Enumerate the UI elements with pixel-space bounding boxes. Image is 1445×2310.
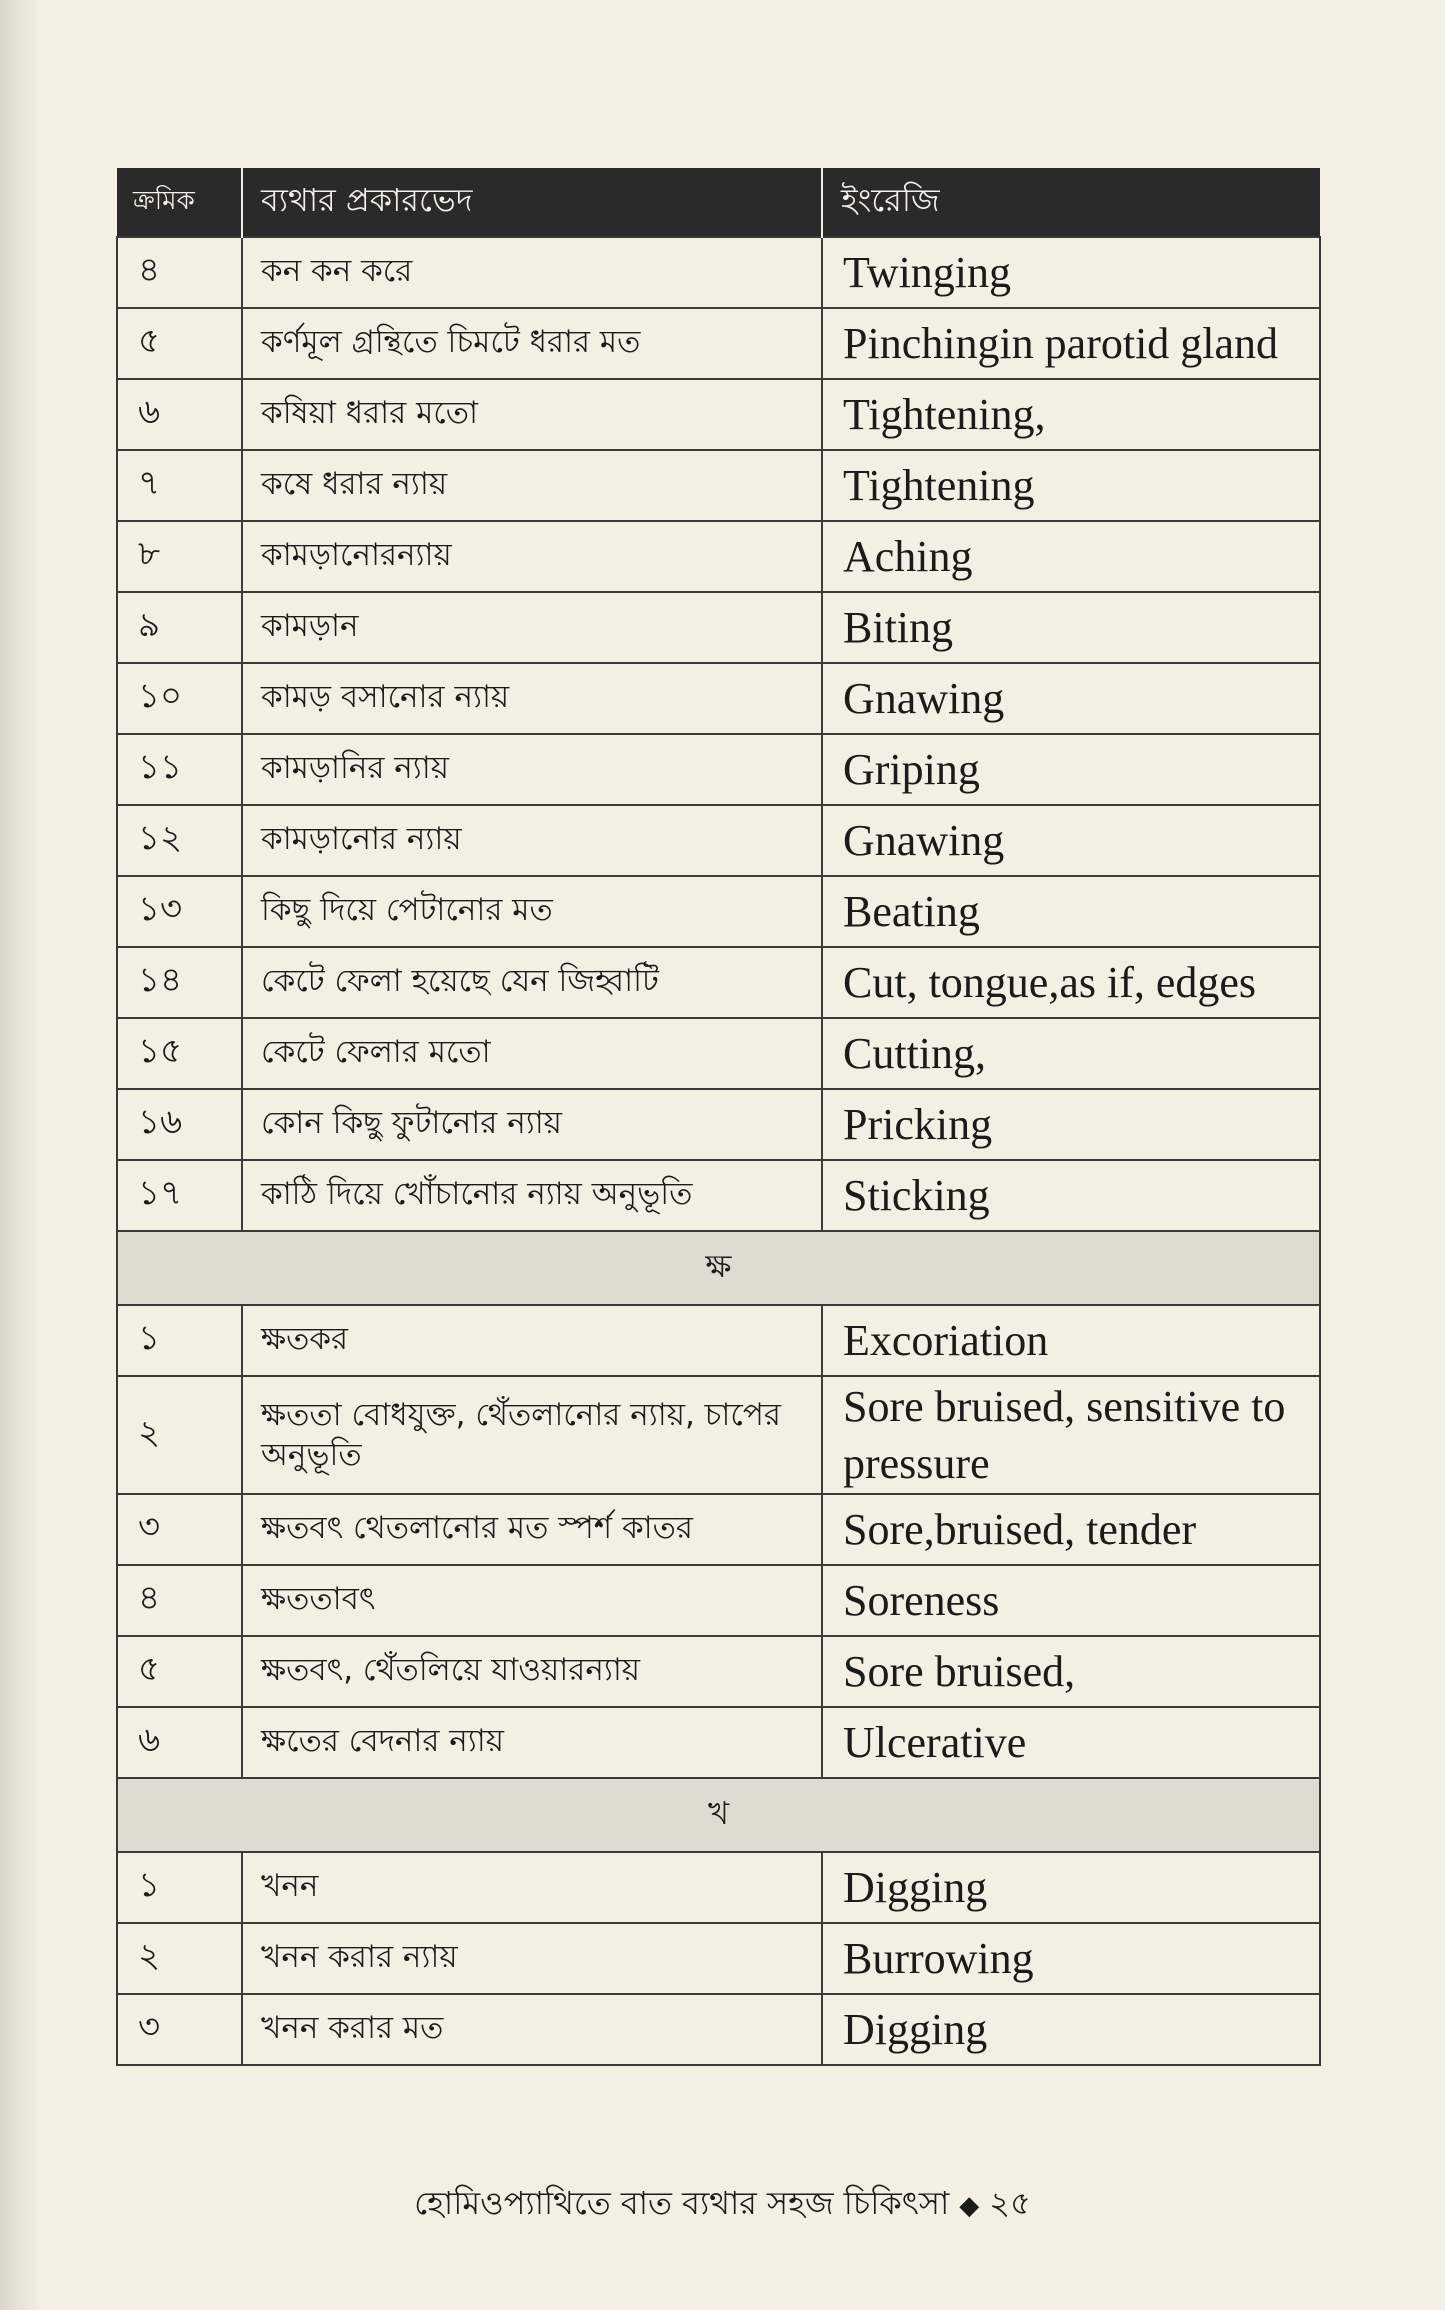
row-bengali-term: খনন করার মত (242, 1994, 822, 2065)
row-bengali-term: কামড়ান (242, 592, 822, 663)
table-row (117, 1376, 1320, 1494)
row-english-term: Gnawing (822, 663, 1320, 734)
row-bengali-term: ক্ষততাবৎ (242, 1565, 822, 1636)
row-bengali-term: ক্ষতবৎ, থেঁতলিয়ে যাওয়ারন্যায় (242, 1636, 822, 1707)
table-row (117, 379, 1320, 450)
row-bengali-term: খনন করার ন্যায় (242, 1923, 822, 1994)
header-pain-type: ব্যথার প্রকারভেদ (242, 168, 822, 237)
page-footer (0, 2178, 1445, 2232)
row-serial: ১০ (117, 663, 242, 734)
pain-types-table (116, 168, 1321, 2066)
diamond-icon: ◆ (959, 2191, 980, 2221)
row-bengali-term: ক্ষতকর (242, 1305, 822, 1376)
row-english-term: Twinging (822, 237, 1320, 308)
row-serial: ১ (117, 1852, 242, 1923)
row-english-term: Sore bruised, (822, 1636, 1320, 1707)
table-row (117, 1565, 1320, 1636)
table-body (117, 237, 1320, 2065)
row-bengali-term: কাঠি দিয়ে খোঁচানোর ন্যায় অনুভূতি (242, 1160, 822, 1231)
row-english-term: Sticking (822, 1160, 1320, 1231)
row-english-term: Pricking (822, 1089, 1320, 1160)
row-bengali-term: কষিয়া ধরার মতো (242, 379, 822, 450)
table-row (117, 450, 1320, 521)
row-english-term: Aching (822, 521, 1320, 592)
row-serial: ১৪ (117, 947, 242, 1018)
header-serial: ক্রমিক (117, 168, 242, 237)
table-row (117, 308, 1320, 379)
row-serial: ১৬ (117, 1089, 242, 1160)
row-bengali-term: কামড়ানির ন্যায় (242, 734, 822, 805)
row-serial: ৮ (117, 521, 242, 592)
row-english-term: Burrowing (822, 1923, 1320, 1994)
row-serial: ১১ (117, 734, 242, 805)
row-serial: ৫ (117, 308, 242, 379)
row-bengali-term: ক্ষততা বোধযুক্ত, থেঁতলানোর ন্যায়, চাপের অনুভূতি (242, 1376, 822, 1494)
table-row (117, 1636, 1320, 1707)
row-english-term: Ulcerative (822, 1707, 1320, 1778)
row-english-term: Beating (822, 876, 1320, 947)
table-row (117, 1994, 1320, 2065)
row-english-term: Sore bruised, sensitive to pressure (822, 1376, 1320, 1494)
row-english-term: Gnawing (822, 805, 1320, 876)
pain-types-table-container (116, 168, 1319, 2066)
row-bengali-term: ক্ষতবৎ থেতলানোর মত স্পর্শ কাতর (242, 1494, 822, 1565)
row-serial: ৩ (117, 1494, 242, 1565)
row-english-term: Pinchingin parotid gland (822, 308, 1320, 379)
row-english-term: Sore,bruised, tender (822, 1494, 1320, 1565)
table-row (117, 1923, 1320, 1994)
table-row (117, 1160, 1320, 1231)
table-row (117, 1018, 1320, 1089)
row-serial: ১৭ (117, 1160, 242, 1231)
section-header-kha (117, 1778, 1320, 1852)
row-bengali-term: কামড় বসানোর ন্যায় (242, 663, 822, 734)
row-serial: ৪ (117, 1565, 242, 1636)
row-english-term: Tightening, (822, 379, 1320, 450)
row-english-term: Digging (822, 1994, 1320, 2065)
table-row (117, 1494, 1320, 1565)
row-bengali-term: কিছু দিয়ে পেটানোর মত (242, 876, 822, 947)
page-number: ২৫ (989, 2184, 1031, 2222)
row-serial: ২ (117, 1923, 242, 1994)
row-serial: ৭ (117, 450, 242, 521)
row-english-term: Biting (822, 592, 1320, 663)
row-serial: ১৫ (117, 1018, 242, 1089)
table-row (117, 1852, 1320, 1923)
row-english-term: Excoriation (822, 1305, 1320, 1376)
section-label: খ (117, 1778, 1320, 1852)
row-bengali-term: ক্ষতের বেদনার ন্যায় (242, 1707, 822, 1778)
table-row (117, 592, 1320, 663)
table-row (117, 876, 1320, 947)
row-serial: ১ (117, 1305, 242, 1376)
table-row (117, 663, 1320, 734)
table-row (117, 947, 1320, 1018)
row-serial: ৬ (117, 1707, 242, 1778)
row-bengali-term: খনন (242, 1852, 822, 1923)
row-bengali-term: কর্ণমূল গ্রন্থিতে চিমটে ধরার মত (242, 308, 822, 379)
table-row (117, 1707, 1320, 1778)
row-english-term: Tightening (822, 450, 1320, 521)
row-serial: ২ (117, 1376, 242, 1494)
header-english: ইংরেজি (822, 168, 1320, 237)
table-header-row (117, 168, 1320, 237)
row-bengali-term: কেটে ফেলার মতো (242, 1018, 822, 1089)
page-edge-shadow (0, 0, 40, 2310)
row-bengali-term: কেটে ফেলা হয়েছে যেন জিহ্বাটি (242, 947, 822, 1018)
row-serial: ৬ (117, 379, 242, 450)
row-english-term: Cutting, (822, 1018, 1320, 1089)
row-bengali-term: কষে ধরার ন্যায় (242, 450, 822, 521)
row-serial: ৯ (117, 592, 242, 663)
table-row (117, 805, 1320, 876)
row-serial: ৫ (117, 1636, 242, 1707)
table-row (117, 1089, 1320, 1160)
row-bengali-term: কন কন করে (242, 237, 822, 308)
row-english-term: Soreness (822, 1565, 1320, 1636)
section-header-ksha (117, 1231, 1320, 1305)
table-row (117, 734, 1320, 805)
row-bengali-term: কোন কিছু ফুটানোর ন্যায় (242, 1089, 822, 1160)
table-row (117, 1305, 1320, 1376)
row-english-term: Griping (822, 734, 1320, 805)
section-label: ক্ষ (117, 1231, 1320, 1305)
row-serial: ৩ (117, 1994, 242, 2065)
row-english-term: Cut, tongue,as if, edges (822, 947, 1320, 1018)
row-bengali-term: কামড়ানোর ন্যায় (242, 805, 822, 876)
row-serial: ৪ (117, 237, 242, 308)
row-serial: ১২ (117, 805, 242, 876)
table-row (117, 237, 1320, 308)
row-bengali-term: কামড়ানোরন্যায় (242, 521, 822, 592)
table-row (117, 521, 1320, 592)
row-serial: ১৩ (117, 876, 242, 947)
book-title: হোমিওপ্যাথিতে বাত ব্যথার সহজ চিকিৎসা (414, 2184, 950, 2222)
row-english-term: Digging (822, 1852, 1320, 1923)
